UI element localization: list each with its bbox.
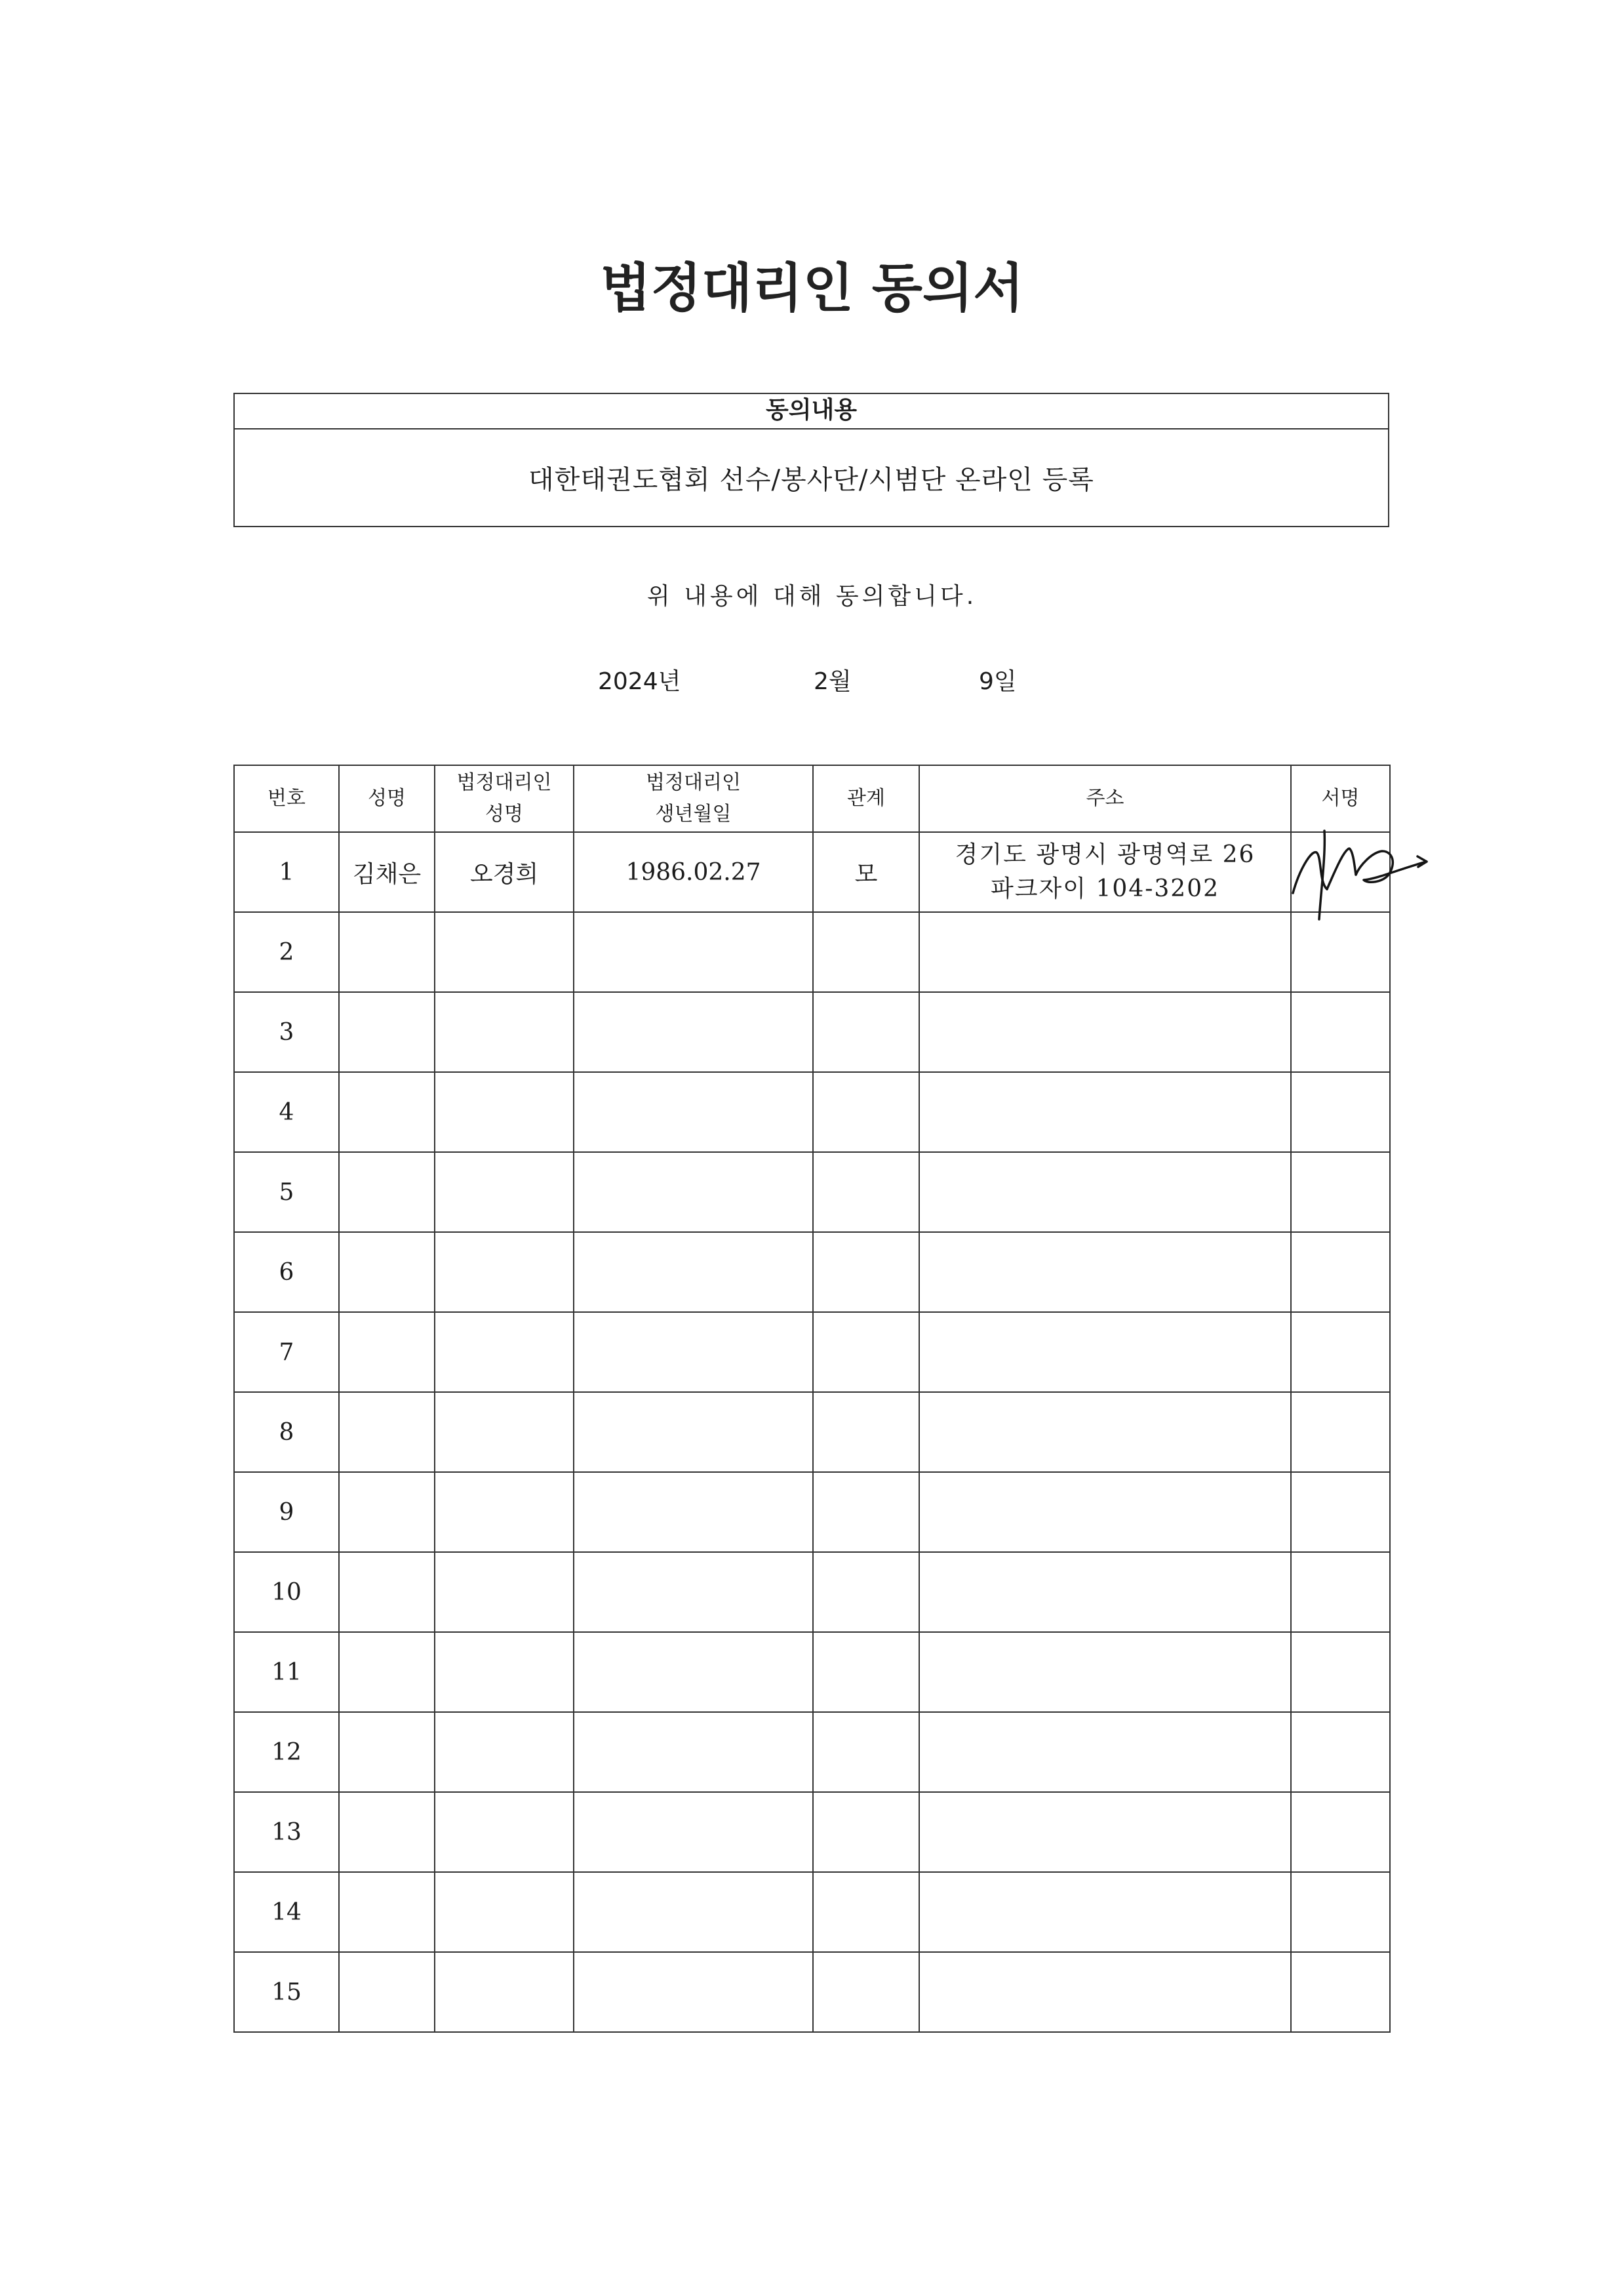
cell-signature	[1291, 992, 1390, 1072]
cell-relation	[813, 1152, 919, 1232]
guardian-table-wrapper	[233, 765, 1389, 2033]
header-signature: 서명	[1291, 765, 1390, 832]
date-month: 2월	[814, 668, 852, 695]
cell-relation	[813, 1632, 919, 1712]
header-guardian-name	[435, 765, 574, 832]
cell-address	[919, 992, 1291, 1072]
cell-guardian-birth	[574, 1952, 813, 2032]
table-row	[234, 1632, 1390, 1712]
cell-no: 6	[234, 1232, 339, 1312]
cell-guardian-birth	[574, 992, 813, 1072]
cell-signature	[1291, 1632, 1390, 1712]
cell-guardian-name	[435, 912, 574, 992]
header-no: 번호	[234, 765, 339, 832]
cell-name	[339, 1872, 435, 1952]
cell-guardian-name	[435, 1632, 574, 1712]
header-relation: 관계	[813, 765, 919, 832]
cell-relation	[813, 992, 919, 1072]
address-line: 파크자이 104-3202	[990, 875, 1220, 902]
table-row	[234, 1872, 1390, 1952]
table-row	[234, 1552, 1390, 1632]
cell-address	[919, 1392, 1291, 1472]
table-row	[234, 1952, 1390, 2032]
table-row	[234, 832, 1390, 912]
cell-relation	[813, 912, 919, 992]
table-row	[234, 1392, 1390, 1472]
cell-guardian-birth	[574, 1392, 813, 1472]
cell-address	[919, 1792, 1291, 1872]
cell-no: 5	[234, 1152, 339, 1232]
cell-no: 1	[234, 832, 339, 912]
cell-name	[339, 992, 435, 1072]
header-guardian-birth-line: 법정대리인	[646, 771, 741, 794]
cell-name	[339, 1392, 435, 1472]
cell-guardian-birth	[574, 1872, 813, 1952]
cell-address	[919, 1952, 1291, 2032]
cell-address	[919, 912, 1291, 992]
cell-no: 14	[234, 1872, 339, 1952]
cell-signature	[1291, 1712, 1390, 1792]
cell-guardian-name	[435, 1712, 574, 1792]
table-header	[234, 765, 1390, 832]
agreement-statement: 위 내용에 대해 동의합니다.	[646, 583, 978, 610]
cell-guardian-birth: 1986.02.27	[574, 832, 813, 912]
cell-signature	[1291, 1232, 1390, 1312]
cell-address	[919, 1312, 1291, 1392]
cell-relation	[813, 1312, 919, 1392]
cell-guardian-name	[435, 1872, 574, 1952]
cell-address	[919, 1072, 1291, 1152]
cell-no: 10	[234, 1552, 339, 1632]
cell-name	[339, 1312, 435, 1392]
cell-relation	[813, 1072, 919, 1152]
cell-no: 2	[234, 912, 339, 992]
cell-signature	[1291, 1392, 1390, 1472]
cell-relation	[813, 1552, 919, 1632]
cell-guardian-birth	[574, 1472, 813, 1552]
cell-name	[339, 1792, 435, 1872]
cell-no: 3	[234, 992, 339, 1072]
date-day: 9일	[979, 668, 1017, 695]
cell-guardian-name	[435, 992, 574, 1072]
table-row	[234, 1152, 1390, 1232]
cell-name	[339, 1152, 435, 1232]
document-title: 법정대리인 동의서	[600, 258, 1024, 319]
cell-address	[919, 832, 1291, 912]
cell-no: 12	[234, 1712, 339, 1792]
cell-name	[339, 1472, 435, 1552]
table-row	[234, 912, 1390, 992]
handwritten-signature	[1286, 824, 1431, 922]
cell-no: 13	[234, 1792, 339, 1872]
table-body	[234, 832, 1390, 2032]
cell-guardian-name	[435, 1792, 574, 1872]
consent-header: 동의내용	[235, 394, 1388, 429]
cell-signature	[1291, 1472, 1390, 1552]
table-header-row	[234, 765, 1390, 832]
cell-signature	[1291, 1792, 1390, 1872]
cell-no: 4	[234, 1072, 339, 1152]
table-row	[234, 992, 1390, 1072]
cell-relation	[813, 1952, 919, 2032]
cell-guardian-birth	[574, 1632, 813, 1712]
cell-address	[919, 1232, 1291, 1312]
cell-guardian-name	[435, 1152, 574, 1232]
cell-guardian-name	[435, 1232, 574, 1312]
cell-relation	[813, 1232, 919, 1312]
address-line: 경기도 광명시 광명역로 26	[955, 841, 1256, 868]
cell-guardian-name	[435, 1952, 574, 2032]
cell-name: 김채은	[339, 832, 435, 912]
cell-guardian-birth	[574, 1552, 813, 1632]
cell-relation	[813, 1712, 919, 1792]
cell-guardian-name: 오경희	[435, 832, 574, 912]
cell-no: 7	[234, 1312, 339, 1392]
cell-name	[339, 1552, 435, 1632]
cell-relation	[813, 1472, 919, 1552]
table-row	[234, 1712, 1390, 1792]
consent-box	[233, 393, 1389, 527]
cell-name	[339, 1232, 435, 1312]
cell-signature	[1291, 912, 1390, 992]
cell-no: 11	[234, 1632, 339, 1712]
cell-signature	[1291, 1952, 1390, 2032]
cell-guardian-name	[435, 1312, 574, 1392]
table-row	[234, 1072, 1390, 1152]
header-guardian-birth	[574, 765, 813, 832]
cell-signature	[1291, 1152, 1390, 1232]
date-year: 2024년	[598, 668, 681, 695]
cell-signature	[1291, 1312, 1390, 1392]
cell-guardian-name	[435, 1072, 574, 1152]
cell-name	[339, 1712, 435, 1792]
header-guardian-name-line: 법정대리인	[456, 771, 552, 794]
cell-guardian-name	[435, 1552, 574, 1632]
cell-signature	[1291, 1872, 1390, 1952]
guardian-table	[233, 765, 1391, 2033]
cell-relation	[813, 1392, 919, 1472]
header-address: 주소	[919, 765, 1291, 832]
cell-name	[339, 1952, 435, 2032]
cell-address	[919, 1472, 1291, 1552]
cell-no: 15	[234, 1952, 339, 2032]
cell-address	[919, 1552, 1291, 1632]
table-row	[234, 1232, 1390, 1312]
cell-name	[339, 1632, 435, 1712]
cell-name	[339, 912, 435, 992]
consent-content	[235, 429, 1388, 526]
cell-guardian-name	[435, 1392, 574, 1472]
cell-guardian-birth	[574, 912, 813, 992]
table-row	[234, 1472, 1390, 1552]
header-guardian-birth-line: 생년월일	[655, 803, 732, 826]
consent-content-text: 대한태권도협회 선수/봉사단/시범단 온라인 등록	[528, 465, 1094, 495]
cell-no: 9	[234, 1472, 339, 1552]
cell-guardian-name	[435, 1472, 574, 1552]
cell-signature	[1291, 1072, 1390, 1152]
cell-relation	[813, 1872, 919, 1952]
header-guardian-name-line: 성명	[485, 803, 523, 826]
cell-guardian-birth	[574, 1152, 813, 1232]
cell-no: 8	[234, 1392, 339, 1472]
cell-relation: 모	[813, 832, 919, 912]
cell-address	[919, 1632, 1291, 1712]
cell-signature	[1291, 1552, 1390, 1632]
cell-address	[919, 1712, 1291, 1792]
cell-name	[339, 1072, 435, 1152]
cell-guardian-birth	[574, 1312, 813, 1392]
table-row	[234, 1312, 1390, 1392]
cell-relation	[813, 1792, 919, 1872]
cell-guardian-birth	[574, 1232, 813, 1312]
cell-guardian-birth	[574, 1072, 813, 1152]
cell-guardian-birth	[574, 1712, 813, 1792]
cell-address	[919, 1152, 1291, 1232]
header-name: 성명	[339, 765, 435, 832]
table-row	[234, 1792, 1390, 1872]
cell-address	[919, 1872, 1291, 1952]
cell-guardian-birth	[574, 1792, 813, 1872]
